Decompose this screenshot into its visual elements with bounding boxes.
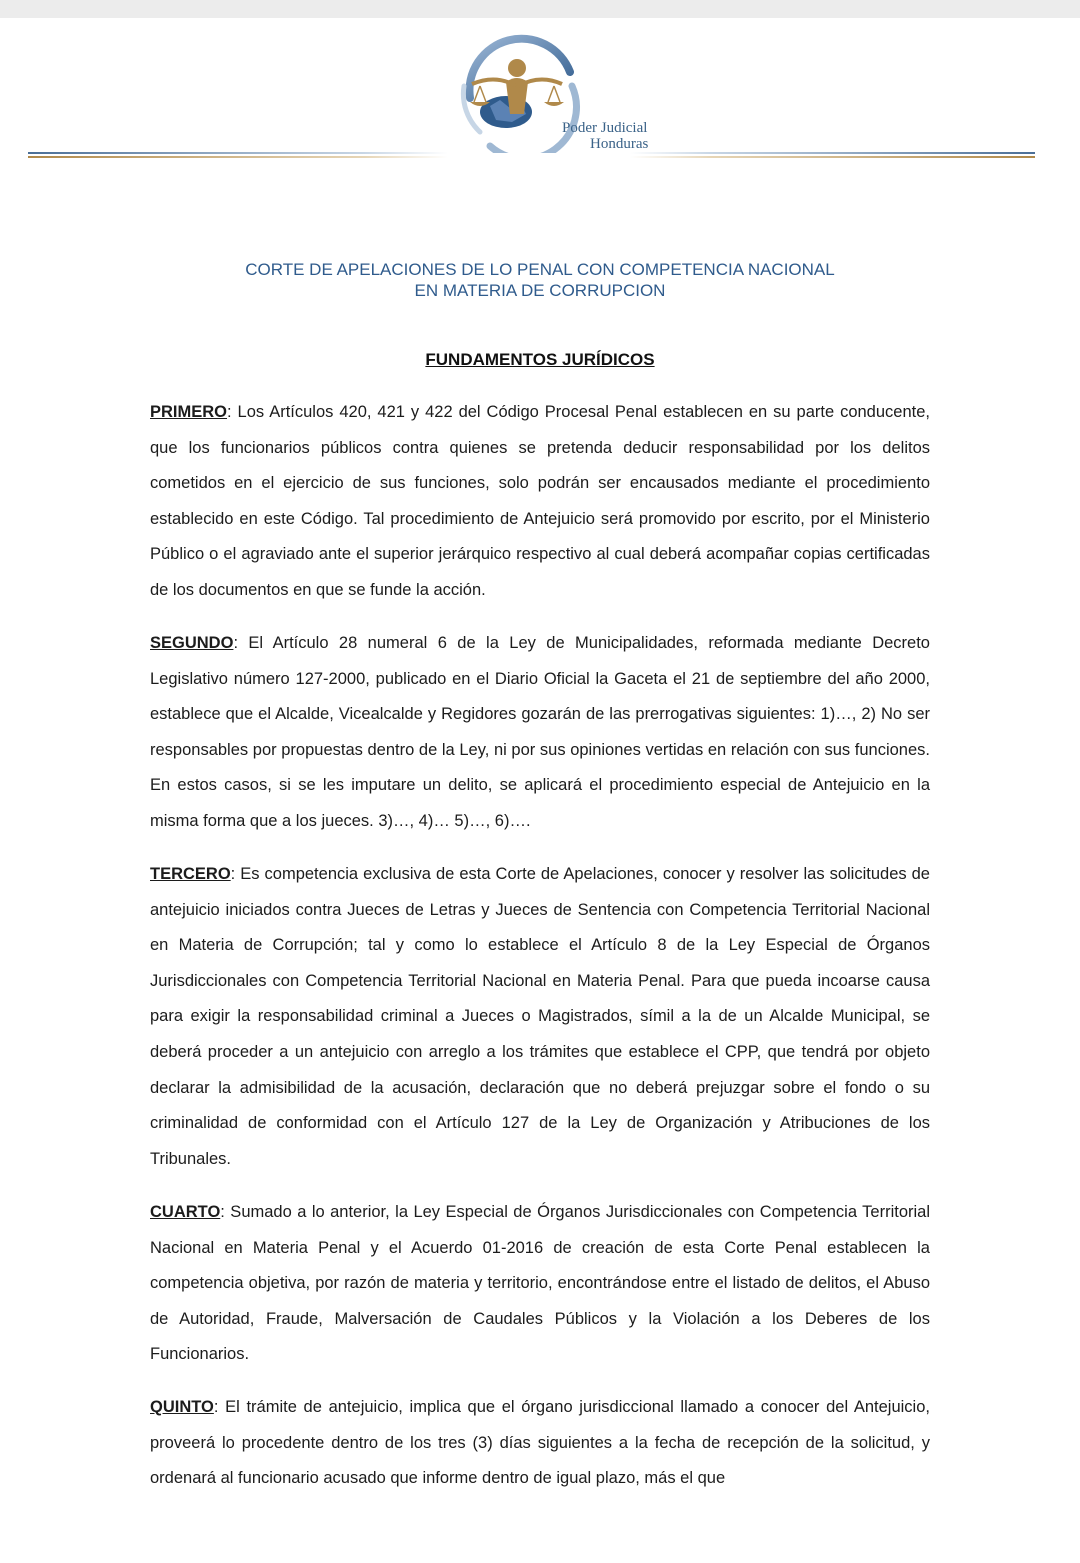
logo-line-2: Honduras [590,136,649,152]
paragraph-cuarto [150,1195,930,1373]
paragraph-text: : El trámite de antejuicio, implica que el órgano jurisdiccional llamado a conocer del Antejuicio, proveerá lo procedente dentro de los tres (3) días siguientes a la fecha de recepción de la solicitud, y ordenará al funcionario acusado que informe dentro de igual plazo, más el que [150,1398,930,1488]
paragraph-text: : Es competencia exclusiva de esta Corte de Apelaciones, conocer y resolver las solicitudes de antejuicio iniciados contra Jueces de Letras y Jueces de Sentencia con Competencia Territorial Nacional en Materia de Corrupción; tal y como lo establece el Artículo 8 de la Ley Especial de Órganos Jurisdiccionales con Competencia Territorial Nacional en Materia Penal. Para que pueda incoarse causa para exigir la responsabilidad criminal a Jueces o Magistrados, símil a la de un Alcalde Municipal, se deberá proceder a un antejuicio con arreglo a los trámites que establece el CPP, que tendrá por objeto declarar la admisibilidad de la acusación, declaración que no deberá prejuzgar sobre el fondo o su criminalidad de conformidad con el Artículo 127 de la Ley de Organización y Atribuciones de los Tribunales. [150,865,930,1168]
paragraph-text: : Sumado a lo anterior, la Ley Especial de Órganos Jurisdiccionales con Competencia Territorial Nacional en Materia Penal y el Acuerdo 01-2016 de creación de esta Corte Penal establecen la competencia objetiva, por razón de materia y territorio, encontrándose entre el listado de delitos, el Abuso de Autoridad, Fraude, Malversación de Caudales Públicos y la Violación a los Deberes de los Funcionarios. [150,1203,930,1364]
paragraph-quinto [150,1390,930,1497]
header-rule-left-gold [28,156,448,158]
paragraph-heading: TERCERO [150,865,231,883]
header-rule-right-gold [630,156,1035,158]
paragraph-primero [150,395,930,609]
header-rule-left-blue [28,152,448,154]
letterhead [0,18,1080,168]
court-title-line-1: CORTE DE APELACIONES DE LO PENAL CON COMPETENCIA NACIONAL [245,260,835,279]
paragraph-segundo [150,626,930,840]
court-title-line-2: EN MATERIA DE CORRUPCION [414,281,666,300]
section-title: FUNDAMENTOS JURÍDICOS [425,350,655,369]
top-bar [0,0,1080,18]
header-rule-right-blue [630,152,1035,154]
paragraph-heading: PRIMERO [150,403,228,421]
paragraph-heading: CUARTO [150,1203,221,1221]
paragraph-tercero [150,857,930,1177]
paragraph-text: : El Artículo 28 numeral 6 de la Ley de Municipalidades, reformada mediante Decreto Legislativo número 127-2000, publicado en el Diario Oficial la Gaceta el 21 de septiembre del año 2000, establece que el Alcalde, Vicealcalde y Regidores gozarán de las prerrogativas siguientes: 1)…, 2) No ser responsables por propuestas dentro de la Ley, ni por sus opiniones vertidas en relación con sus funciones. En estos casos, si se les imputare un delito, se aplicará el procedimiento especial de Antejuicio en la misma forma que a los jueces. 3)…, 4)… 5)…, 6)…. [150,634,930,830]
poder-judicial-logo [450,28,680,153]
logo-line-1: Poder Judicial [562,120,648,136]
paragraph-heading: SEGUNDO [150,634,234,652]
paragraph-text: : Los Artículos 420, 421 y 422 del Código Procesal Penal establecen en su parte conducente, que los funcionarios públicos contra quienes se pretenda deducir responsabilidad por los delitos cometidos en el ejercicio de sus funciones, solo podrán ser encausados mediante el procedimiento establecido en este Código. Tal procedimiento de Antejuicio será promovido por escrito, por el Ministerio Público o el agraviado ante el superior jerárquico respectivo al cual deberá acompañar copias certificadas de los documentos en que se funde la acción. [150,403,930,599]
logo-caption [562,120,648,152]
court-title [150,259,930,301]
paragraph-heading: QUINTO [150,1398,214,1416]
